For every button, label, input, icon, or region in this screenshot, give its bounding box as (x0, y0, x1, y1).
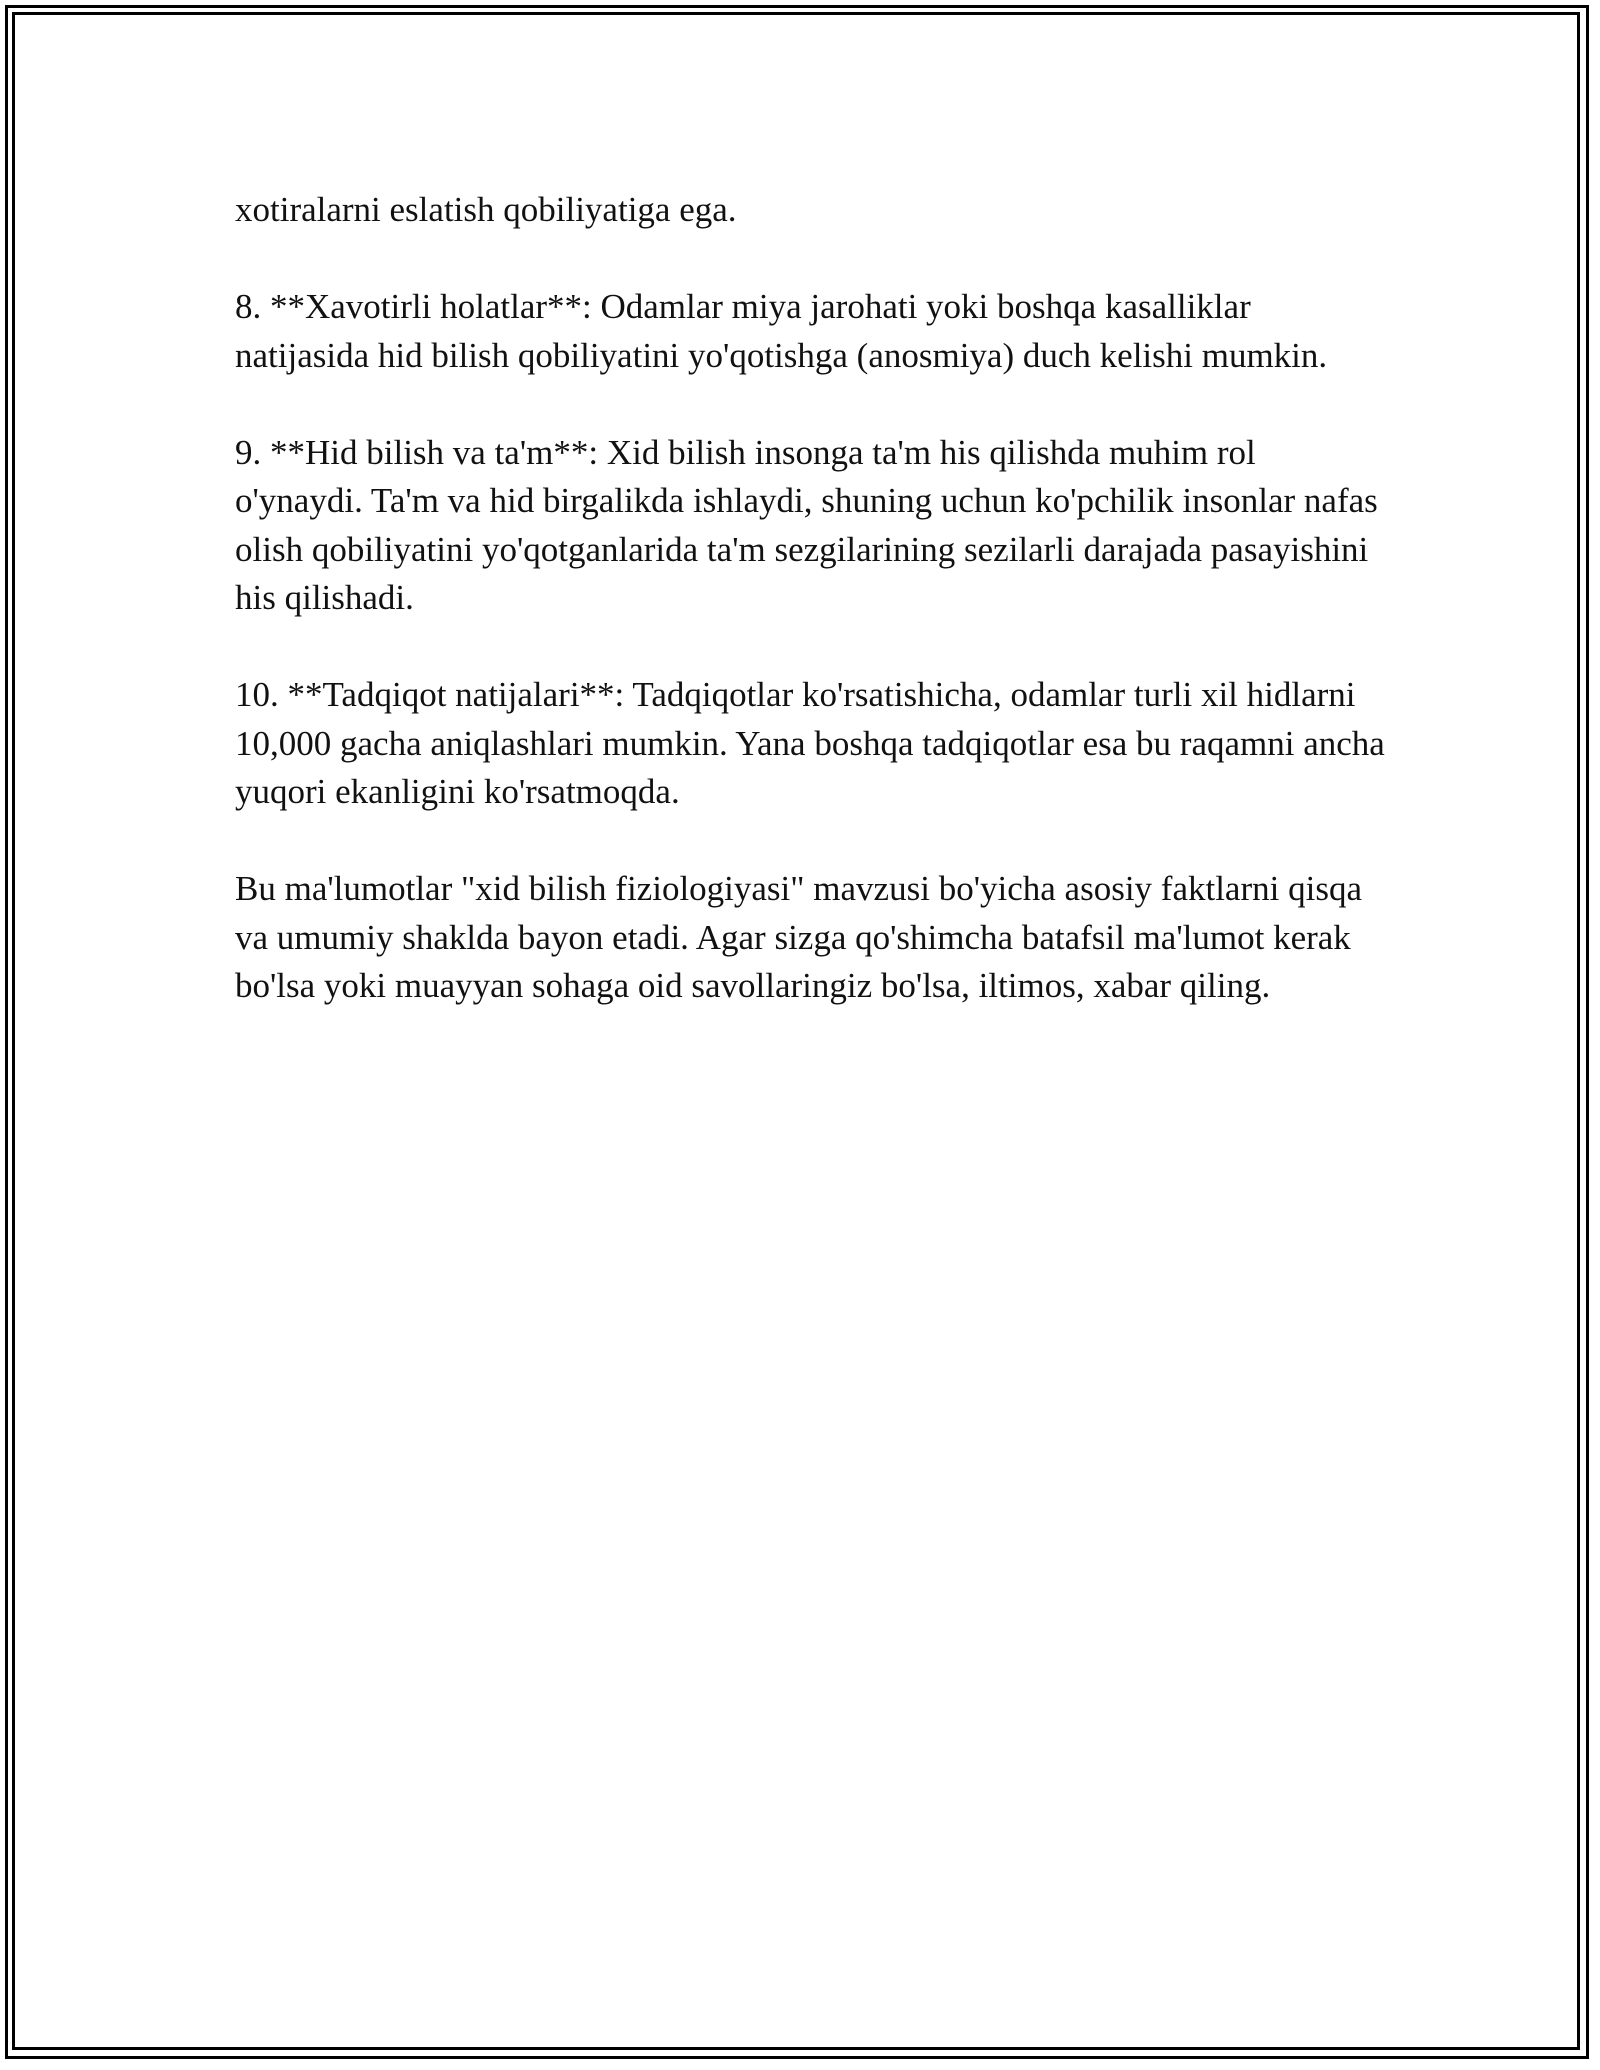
paragraph-continuation: xotiralarni eslatish qobiliyatiga ega. (235, 190, 737, 229)
paragraph-item-10: 10. **Tadqiqot natijalari**: Tadqiqotlar ko'rsatishicha, odamlar turli xil hidlarni 10,000 gacha aniqlashlari mumkin. Yana boshqa tadqiqotlar esa bu raqamni ancha yuqori ekanligini ko'rsatmoqda. (235, 675, 1385, 811)
document-body (235, 186, 1385, 1059)
paragraph-item-8: 8. **Xavotirli holatlar**: Odamlar miya jarohati yoki boshqa kasalliklar natijasida hid bilish qobiliyatini yo'qotishga (anosmiya) duch kelishi mumkin. (235, 287, 1328, 375)
paragraph-conclusion: Bu ma'lumotlar "xid bilish fiziologiyasi" mavzusi bo'yicha asosiy faktlarni qisqa va umumiy shaklda bayon etadi. Agar sizga qo'shimcha batafsil ma'lumot kerak bo'lsa yoki muayyan sohaga oid savollaringiz bo'lsa, iltimos, xabar qiling. (235, 869, 1362, 1005)
paragraph-item-9: 9. **Hid bilish va ta'm**: Xid bilish insonga ta'm his qilishda muhim rol o'ynaydi. Ta'm va hid birgalikda ishlaydi, shuning uchun ko'pchilik insonlar nafas olish qobiliyatini yo'qotganlarida ta'm sezgilarining sezilarli darajada pasayishini his qilishadi. (235, 432, 1378, 617)
